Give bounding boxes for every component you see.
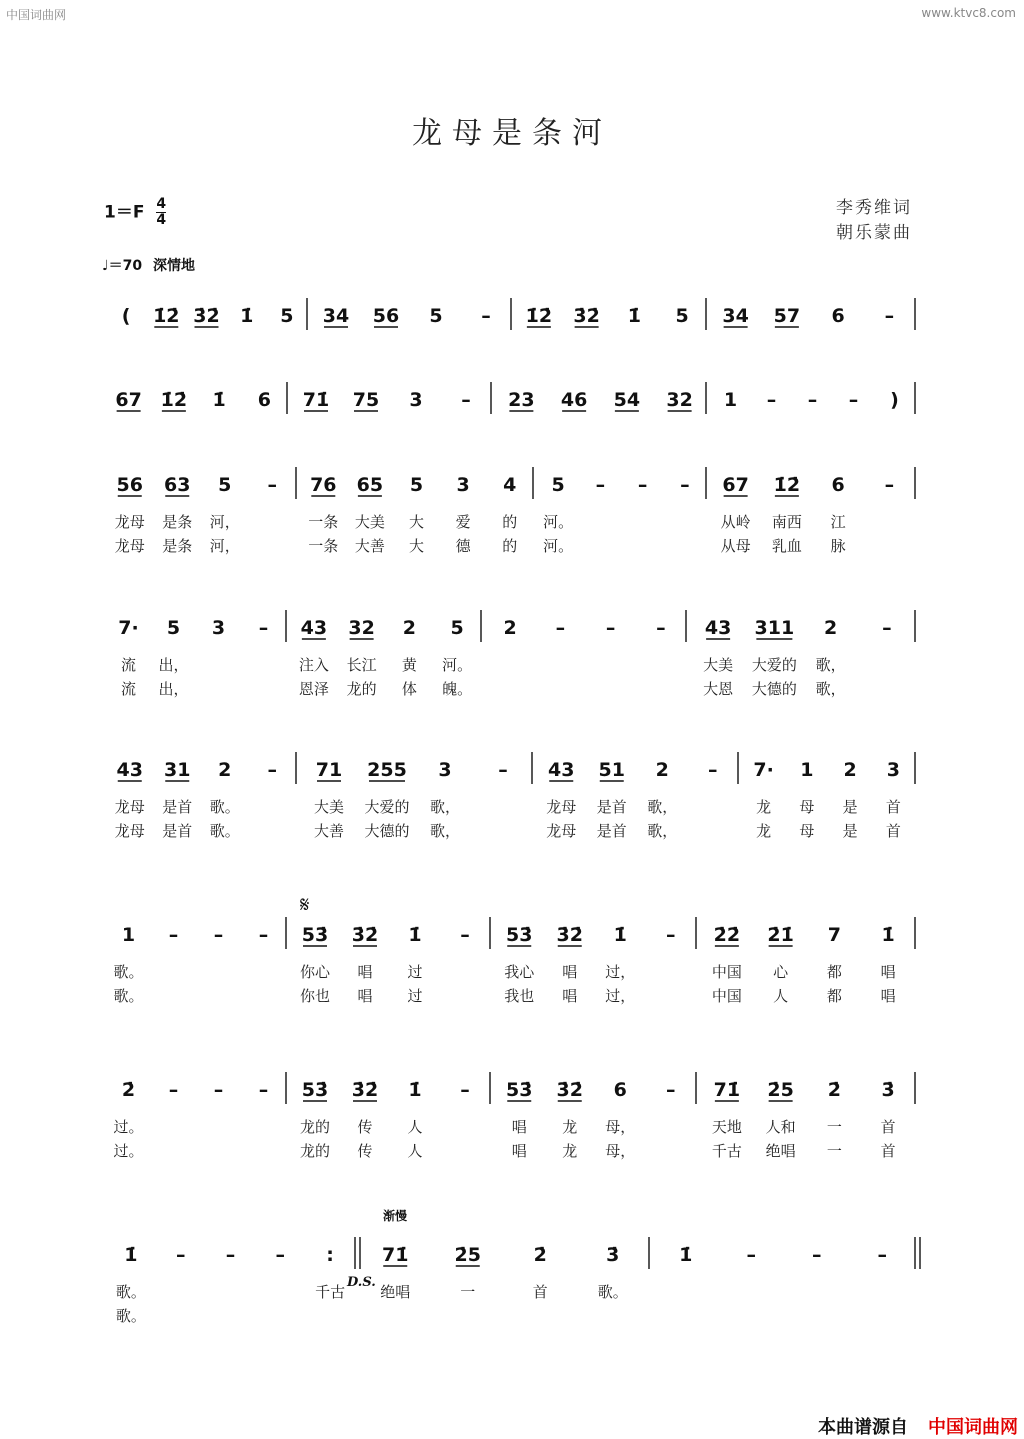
note-token: 23 — [508, 389, 535, 411]
note-token: 3̇2̇ — [573, 305, 600, 327]
lyric-syllable: 大善 — [313, 822, 345, 840]
lyric-syllable: 龙的 — [299, 1142, 331, 1160]
lyric-syllable: 天地 — [711, 1118, 742, 1136]
note-token: 31 — [164, 759, 191, 781]
note-token: – — [461, 389, 471, 411]
note-token: 1̇2̇ — [153, 305, 180, 327]
note-token: 1 — [800, 759, 814, 781]
note-token: 5 — [218, 474, 232, 496]
lyric-syllable: 河， — [209, 513, 240, 531]
watermark-right: www.ktvc8.com — [921, 6, 1016, 20]
lyric-syllable: 龙 — [562, 1142, 578, 1160]
note-token: 3̇2̇ — [556, 924, 583, 946]
lyric-syllable: 河， — [209, 537, 240, 555]
song-title: 龙母是条河 — [412, 116, 612, 151]
lyric-syllable: 绝唱 — [380, 1283, 411, 1301]
watermark-left: 中国词曲网 — [6, 8, 67, 22]
note-token: – — [460, 1079, 470, 1101]
lyric-syllable: 是条 — [162, 513, 193, 531]
note-token: 71̇ — [302, 389, 330, 411]
note-token: 2 — [218, 759, 232, 781]
note-token: 32 — [666, 389, 693, 411]
note-token: 5 — [675, 305, 689, 327]
lyric-syllable: 首 — [885, 798, 901, 816]
lyric-syllable: 歌， — [815, 656, 846, 674]
note-token: – — [175, 1244, 186, 1266]
note-token: – — [766, 389, 777, 411]
footer-source: 本曲谱源自 — [818, 1417, 908, 1438]
lyric-syllable: 人和 — [765, 1118, 796, 1136]
note-token: 3 — [456, 474, 470, 496]
lyric-syllable: 龙母 — [114, 798, 145, 816]
note-token: ) — [890, 389, 899, 411]
note-token: 6 — [831, 474, 845, 496]
note-token: 2̇5 — [454, 1244, 481, 1266]
note-token: 1̇ — [212, 389, 226, 411]
note-token: 2̇ — [121, 1079, 136, 1101]
lyric-syllable: 首 — [880, 1118, 896, 1136]
lyric-syllable: 唱 — [357, 987, 373, 1005]
note-token: 34 — [722, 305, 749, 327]
lyric-syllable: 歌。 — [115, 1283, 146, 1301]
note-token: 3̇ — [881, 1079, 895, 1101]
note-token: 6 — [257, 389, 271, 411]
lyric-syllable: 长江 — [346, 656, 377, 674]
ritardando-mark: 渐慢 — [383, 1209, 408, 1223]
note-token: 1̇ — [679, 1244, 693, 1266]
lyric-syllable: 是首 — [596, 822, 627, 840]
note-token: ( — [121, 305, 131, 327]
note-token: 7· — [118, 617, 139, 639]
lyric-syllable: 恩泽 — [298, 680, 329, 698]
lyric-syllable: 歌。 — [209, 798, 240, 816]
note-token: – — [460, 924, 470, 946]
note-token: 71̇ — [713, 1079, 741, 1101]
lyric-syllable: 过， — [605, 963, 636, 981]
note-token: 43 — [116, 759, 143, 781]
lyric-syllable: 龙的 — [346, 680, 377, 698]
note-token: 57 — [773, 305, 801, 327]
note-token: 1̇ — [240, 305, 254, 327]
lyric-syllable: 大 — [408, 537, 425, 555]
lyric-syllable: 龙 — [562, 1118, 578, 1136]
note-token: – — [258, 1079, 269, 1101]
note-token: – — [666, 924, 676, 946]
note-token: – — [213, 924, 224, 946]
lyric-syllable: 千古 — [315, 1283, 346, 1301]
lyric-syllable: 大德的 — [751, 680, 797, 698]
lyric-syllable: 注入 — [298, 656, 329, 674]
note-token: – — [746, 1244, 756, 1266]
lyric-syllable: 歌。 — [115, 1307, 146, 1325]
note-token: 53̇ — [301, 1079, 329, 1101]
note-token: 71 — [315, 759, 343, 781]
note-token: – — [267, 474, 277, 496]
note-token: – — [275, 1244, 286, 1266]
note-token: 51 — [598, 759, 625, 781]
lyric-syllable: 首 — [532, 1283, 548, 1301]
lyric-syllable: 龙母 — [114, 822, 145, 840]
lyric-syllable: 是首 — [162, 822, 193, 840]
lyric-syllable: 一条 — [308, 513, 339, 531]
note-token: – — [884, 474, 895, 496]
tempo-value: ＝70 — [108, 258, 143, 274]
lyric-syllable: 千古 — [711, 1142, 742, 1160]
lyric-syllable: 脉 — [830, 537, 846, 555]
lyric-syllable: 乳血 — [771, 537, 802, 555]
lyric-syllable: 唱 — [880, 987, 896, 1005]
note-token: 311 — [754, 617, 795, 639]
lyric-syllable: 母 — [799, 822, 815, 840]
lyric-syllable: 河。 — [543, 513, 574, 531]
lyric-syllable: 首 — [880, 1142, 896, 1160]
note-token: – — [637, 474, 648, 496]
note-token: 6 — [831, 305, 845, 327]
note-token: 5 — [450, 617, 464, 639]
note-token: 2̇5 — [767, 1079, 794, 1101]
note-token: 4 — [503, 474, 517, 496]
note-token: 65 — [356, 474, 384, 496]
lyric-syllable: 过。 — [113, 1142, 144, 1160]
note-token: 34 — [322, 305, 350, 327]
lyric-syllable: 人 — [773, 987, 789, 1005]
note-token: 43 — [704, 617, 732, 639]
note-token: – — [656, 617, 666, 639]
lyric-syllable: 出， — [158, 656, 189, 674]
note-token: 75 — [352, 389, 380, 411]
note-token: – — [807, 389, 818, 411]
lyricist-credit: 李秀维词 — [836, 198, 912, 218]
note-token: 3̇ — [606, 1244, 620, 1266]
segno-icon: 𝄋 — [300, 893, 310, 918]
note-token: 5 — [429, 305, 443, 327]
note-token: 2 — [824, 617, 838, 639]
lyric-syllable: 河。 — [543, 537, 574, 555]
note-token: 1̇ — [613, 924, 627, 946]
note-token: – — [595, 474, 606, 496]
lyric-syllable: 过。 — [113, 1118, 144, 1136]
note-token: 2̇ — [533, 1244, 547, 1266]
lyric-syllable: 唱 — [511, 1118, 527, 1136]
note-token: 1̇ — [408, 1079, 422, 1101]
note-token: 53̇ — [301, 924, 329, 946]
note-token: 56 — [116, 474, 143, 496]
lyric-syllable: 南西 — [771, 513, 802, 531]
lyric-syllable: 大德的 — [364, 822, 410, 840]
note-token: 1̇2̇ — [525, 305, 553, 327]
lyric-syllable: 一 — [460, 1283, 476, 1301]
note-token: 7· — [753, 759, 774, 781]
lyric-syllable: 龙母 — [114, 537, 145, 555]
note-token: 3̇2̇ — [556, 1079, 583, 1101]
note-token: – — [225, 1244, 236, 1266]
lyric-syllable: 人 — [407, 1142, 423, 1160]
lyric-syllable: 龙母 — [546, 822, 577, 840]
lyric-syllable: 从母 — [720, 537, 751, 555]
lyric-syllable: 你心 — [299, 963, 331, 981]
lyric-syllable: 歌， — [647, 822, 678, 840]
note-token: 5 — [280, 305, 294, 327]
note-token: – — [258, 924, 269, 946]
footer-site: 中国词曲网 — [928, 1417, 1018, 1438]
lyric-syllable: 中国 — [711, 963, 742, 981]
lyric-syllable: 大 — [408, 513, 425, 531]
lyric-syllable: 歌， — [429, 798, 461, 816]
lyric-syllable: 过 — [407, 987, 423, 1005]
note-token: 1̇ — [881, 924, 895, 946]
lyric-syllable: 大美 — [313, 798, 345, 816]
lyric-syllable: 母 — [799, 798, 815, 816]
lyric-syllable: 是 — [842, 798, 858, 816]
lyric-syllable: 出， — [158, 680, 189, 698]
note-token: 1̇ — [124, 1244, 138, 1266]
note-token: 67 — [115, 389, 142, 411]
note-token: 3̇2̇ — [351, 1079, 379, 1101]
note-token: – — [812, 1244, 822, 1266]
lyric-syllable: 都 — [826, 987, 842, 1005]
lyric-syllable: 母， — [605, 1118, 636, 1136]
note-token: 3 — [409, 389, 423, 411]
lyric-syllable: 传 — [357, 1118, 373, 1136]
note-token: 1 — [121, 924, 136, 946]
lyric-syllable: 歌。 — [209, 822, 240, 840]
lyric-syllable: 大恩 — [703, 680, 734, 698]
note-token: 53̇ — [506, 1079, 533, 1101]
note-token: 3 — [211, 617, 226, 639]
lyric-syllable: 从岭 — [720, 513, 751, 531]
note-token: – — [884, 305, 895, 327]
lyric-syllable: 歌。 — [113, 987, 144, 1005]
time-sig-bottom: 4 — [156, 212, 167, 228]
note-token: 1 — [723, 389, 738, 411]
lyric-syllable: 中国 — [711, 987, 742, 1005]
note-token: – — [168, 1079, 179, 1101]
lyric-syllable: 龙的 — [299, 1118, 331, 1136]
lyric-syllable: 是首 — [162, 798, 193, 816]
lyric-syllable: 歌， — [815, 680, 846, 698]
note-token: – — [213, 1079, 224, 1101]
note-token: – — [877, 1244, 887, 1266]
lyric-syllable: 流 — [120, 656, 137, 674]
lyric-syllable: 唱 — [562, 963, 578, 981]
note-token: 1̇ — [627, 305, 641, 327]
quarter-note-icon: ♩ — [102, 258, 109, 274]
note-token: – — [680, 474, 690, 496]
note-token: – — [267, 759, 277, 781]
note-token: 46 — [560, 389, 588, 411]
note-token: – — [498, 759, 508, 781]
lyric-syllable: 唱 — [511, 1142, 527, 1160]
lyric-syllable: 唱 — [562, 987, 578, 1005]
dal-segno-mark: D.S. — [347, 1275, 376, 1290]
lyric-syllable: 是首 — [596, 798, 627, 816]
lyric-syllable: 歌。 — [113, 963, 144, 981]
note-token: : — [326, 1244, 334, 1266]
note-token: 2̇ — [827, 1079, 841, 1101]
lyric-syllable: 体 — [401, 680, 417, 698]
lyric-syllable: 唱 — [880, 963, 896, 981]
composer-credit: 朝乐蒙曲 — [836, 223, 912, 243]
note-token: 5 — [409, 474, 424, 496]
note-token: 1̇2̇ — [773, 474, 801, 496]
note-token: 3 — [886, 759, 900, 781]
lyric-syllable: 人 — [407, 1118, 423, 1136]
lyric-syllable: 传 — [357, 1142, 373, 1160]
lyric-syllable: 歌， — [647, 798, 678, 816]
lyric-syllable: 我心 — [504, 963, 535, 981]
lyric-syllable: 唱 — [357, 963, 373, 981]
lyric-syllable: 我也 — [504, 987, 535, 1005]
lyric-syllable: 江 — [830, 513, 846, 531]
lyric-syllable: 绝唱 — [765, 1142, 796, 1160]
lyric-syllable: 流 — [120, 680, 137, 698]
key-label: 1＝F — [104, 202, 145, 223]
note-token: 1̇ — [408, 924, 422, 946]
note-token: 43 — [300, 617, 328, 639]
note-token: 3̇2̇ — [351, 924, 379, 946]
lyric-syllable: 大爱的 — [364, 798, 410, 816]
note-token: 76 — [310, 474, 337, 496]
lyric-syllable: 都 — [826, 963, 842, 981]
tempo-mood: 深情地 — [152, 258, 195, 274]
time-sig-top: 4 — [156, 196, 167, 212]
lyric-syllable: 大爱的 — [751, 656, 797, 674]
lyric-syllable: 大美 — [354, 513, 385, 531]
note-token: 71̇ — [382, 1244, 409, 1266]
lyric-syllable: 是条 — [162, 537, 193, 555]
note-token: 63 — [164, 474, 191, 496]
note-token: – — [882, 617, 892, 639]
lyric-syllable: 心 — [773, 963, 789, 981]
note-token: 2̇2̇ — [713, 924, 741, 946]
note-token: – — [666, 1079, 676, 1101]
note-token: 5 — [166, 617, 181, 639]
lyric-syllable: 过 — [407, 963, 423, 981]
note-token: 2 — [503, 617, 517, 639]
note-token: 2 — [402, 617, 416, 639]
note-token: 3 — [438, 759, 452, 781]
note-token: – — [481, 305, 491, 327]
note-token: 67 — [722, 474, 749, 496]
lyric-syllable: 歌， — [429, 822, 461, 840]
note-token: 1̇2̇ — [160, 389, 188, 411]
note-token: 7 — [827, 924, 841, 946]
lyric-syllable: 母， — [605, 1142, 636, 1160]
lyric-syllable: 一条 — [308, 537, 339, 555]
note-token: 6 — [613, 1079, 627, 1101]
note-token: 3̇2̇ — [193, 305, 220, 327]
lyric-syllable: 首 — [885, 822, 901, 840]
note-token: 255 — [367, 759, 407, 781]
lyric-syllable: 龙母 — [114, 513, 145, 531]
lyric-syllable: 一 — [826, 1118, 842, 1136]
note-token: – — [605, 617, 616, 639]
lyric-syllable: 的 — [502, 537, 518, 555]
lyric-syllable: 龙 — [756, 822, 772, 840]
note-token: 53̇ — [506, 924, 533, 946]
lyric-syllable: 德 — [455, 537, 471, 555]
note-token: 2 — [843, 759, 857, 781]
lyric-syllable: 大善 — [354, 537, 385, 555]
note-token: – — [708, 759, 718, 781]
note-token: 32 — [348, 617, 375, 639]
lyric-syllable: 过， — [605, 987, 636, 1005]
lyric-syllable: 歌。 — [597, 1283, 628, 1301]
note-token: 5 — [551, 474, 565, 496]
note-token: 56 — [372, 305, 400, 327]
note-token: 2 — [655, 759, 669, 781]
lyric-syllable: 大美 — [703, 656, 734, 674]
note-token: – — [168, 924, 179, 946]
lyric-syllable: 爱 — [455, 513, 471, 531]
note-token: – — [555, 617, 566, 639]
lyric-syllable: 龙 — [756, 798, 772, 816]
note-token: 2̇1̇ — [767, 924, 794, 946]
note-token: 43 — [548, 759, 575, 781]
lyric-syllable: 河。 — [442, 656, 473, 674]
note-token: – — [848, 389, 859, 411]
lyric-syllable: 魄。 — [442, 680, 473, 698]
lyric-syllable: 是 — [842, 822, 858, 840]
lyric-syllable: 一 — [826, 1142, 842, 1160]
lyric-syllable: 你也 — [299, 987, 331, 1005]
lyric-syllable: 的 — [502, 513, 518, 531]
lyric-syllable: 龙母 — [546, 798, 577, 816]
lyric-syllable: 黄 — [401, 656, 417, 674]
note-token: 54 — [613, 389, 641, 411]
note-token: – — [258, 617, 269, 639]
